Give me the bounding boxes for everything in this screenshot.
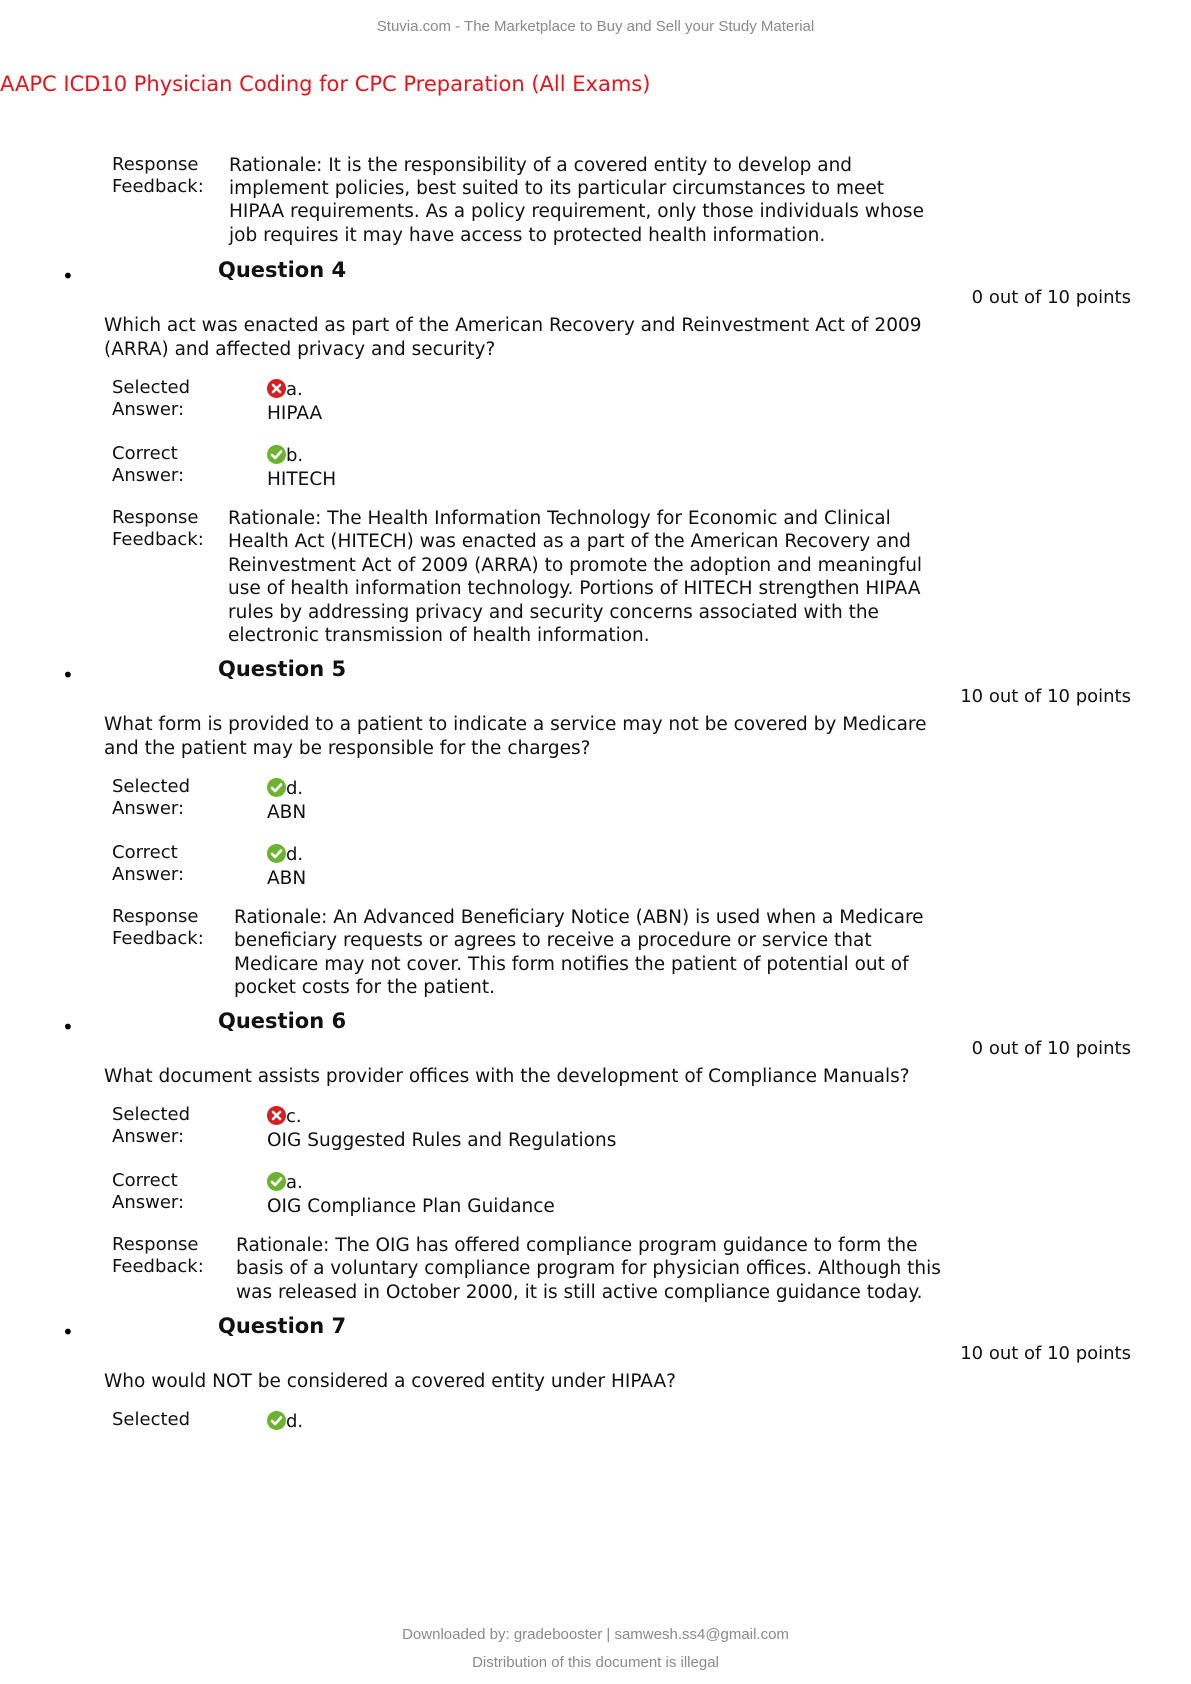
answer-label: Answer: <box>112 465 185 486</box>
question-points: 0 out of 10 points <box>971 287 1131 308</box>
question-points: 0 out of 10 points <box>971 1038 1131 1059</box>
option-letter: b. <box>286 445 304 466</box>
response-label: Response <box>112 154 199 175</box>
feedback-line: pocket costs for the patient. <box>234 977 495 998</box>
feedback-line: Reinvestment Act of 2009 (ARRA) to promote the adoption and meaningful <box>228 555 923 576</box>
download-notice: Downloaded by: gradebooster | samwesh.ss4@gmail.com <box>402 1626 789 1643</box>
question-points: 10 out of 10 points <box>960 1343 1131 1364</box>
question-title: Question 6 <box>218 1009 347 1033</box>
feedback-line: Medicare may not cover. This form notifies the patient of potential out of <box>234 954 909 975</box>
feedback-line: Rationale: The OIG has offered compliance program guidance to form the <box>236 1235 918 1256</box>
selected-answer-text: OIG Suggested Rules and Regulations <box>267 1130 617 1151</box>
answer-label: Answer: <box>112 798 185 819</box>
feedback-line: rules by addressing privacy and security concerns associated with the <box>228 602 879 623</box>
correct-answer-option <box>267 444 303 467</box>
question-title: Question 4 <box>218 258 347 282</box>
question-text-line: (ARRA) and affected privacy and security? <box>104 339 496 360</box>
bullet: • <box>62 264 74 288</box>
site-banner: Stuvia.com - The Marketplace to Buy and Sell your Study Material <box>376 18 815 35</box>
feedback-line: job requires it may have access to protected health information. <box>229 225 826 246</box>
selected-label: Selected <box>112 776 191 797</box>
bullet: • <box>62 663 74 687</box>
selected-answer-text: ABN <box>267 802 307 823</box>
feedback-line: Rationale: An Advanced Beneficiary Notice (ABN) is used when a Medicare <box>234 907 924 928</box>
response-label: Response <box>112 906 199 927</box>
response-label: Response <box>112 507 199 528</box>
correct-check-icon <box>267 1172 286 1191</box>
question-text-line: What document assists provider offices with the development of Compliance Manuals? <box>104 1066 910 1087</box>
question-text-line: Who would NOT be considered a covered entity under HIPAA? <box>104 1371 676 1392</box>
question-text-line: What form is provided to a patient to indicate a service may not be covered by Medicare <box>104 714 927 735</box>
document-title: AAPC ICD10 Physician Coding for CPC Preparation (All Exams) <box>0 72 651 96</box>
feedback-line: HIPAA requirements. As a policy requirement, only those individuals whose <box>229 201 924 222</box>
correct-check-icon <box>267 1411 286 1430</box>
correct-answer-text: ABN <box>267 868 307 889</box>
feedback-label: Feedback: <box>112 176 204 197</box>
correct-label: Correct <box>112 1170 178 1191</box>
feedback-label: Feedback: <box>112 1256 204 1277</box>
feedback-line: beneficiary requests or agrees to receive a procedure or service that <box>234 930 872 951</box>
option-letter: a. <box>286 379 303 400</box>
correct-answer-text: OIG Compliance Plan Guidance <box>267 1196 555 1217</box>
distribution-notice: Distribution of this document is illegal <box>472 1654 719 1671</box>
question-points: 10 out of 10 points <box>960 686 1131 707</box>
answer-label: Answer: <box>112 399 185 420</box>
selected-label: Selected <box>112 1104 191 1125</box>
correct-answer-option <box>267 1171 303 1194</box>
correct-check-icon <box>267 844 286 863</box>
correct-answer-text: HITECH <box>267 469 337 490</box>
correct-label: Correct <box>112 842 178 863</box>
correct-check-icon <box>267 445 286 464</box>
feedback-line: electronic transmission of health information. <box>228 625 650 646</box>
question-title: Question 7 <box>218 1314 347 1338</box>
feedback-line: Rationale: The Health Information Technology for Economic and Clinical <box>228 508 891 529</box>
answer-label: Answer: <box>112 1126 185 1147</box>
option-letter: d. <box>286 778 304 799</box>
feedback-line: basis of a voluntary compliance program for physician offices. Although this <box>236 1258 941 1279</box>
question-text-line: Which act was enacted as part of the American Recovery and Reinvestment Act of 2009 <box>104 315 922 336</box>
selected-answer-option <box>267 1410 303 1433</box>
incorrect-icon <box>267 1106 286 1125</box>
selected-answer-option <box>267 1105 302 1128</box>
selected-label: Selected <box>112 1409 191 1430</box>
bullet: • <box>62 1320 74 1344</box>
feedback-label: Feedback: <box>112 928 204 949</box>
option-letter: d. <box>286 1411 304 1432</box>
feedback-line: implement policies, best suited to its particular circumstances to meet <box>229 178 885 199</box>
selected-label: Selected <box>112 377 191 398</box>
feedback-label: Feedback: <box>112 529 204 550</box>
correct-answer-option <box>267 843 303 866</box>
feedback-line: was released in October 2000, it is still active compliance guidance today. <box>236 1282 923 1303</box>
feedback-line: Rationale: It is the responsibility of a covered entity to develop and <box>229 155 853 176</box>
answer-label: Answer: <box>112 1192 185 1213</box>
answer-label: Answer: <box>112 864 185 885</box>
option-letter: a. <box>286 1172 303 1193</box>
selected-answer-option <box>267 777 303 800</box>
correct-label: Correct <box>112 443 178 464</box>
selected-answer-option <box>267 378 303 401</box>
question-text-line: and the patient may be responsible for the charges? <box>104 738 591 759</box>
correct-check-icon <box>267 778 286 797</box>
bullet: • <box>62 1015 74 1039</box>
question-title: Question 5 <box>218 657 347 681</box>
feedback-line: use of health information technology. Portions of HITECH strengthen HIPAA <box>228 578 921 599</box>
feedback-line: Health Act (HITECH) was enacted as a part of the American Recovery and <box>228 531 911 552</box>
option-letter: d. <box>286 844 304 865</box>
option-letter: c. <box>286 1106 302 1127</box>
response-label: Response <box>112 1234 199 1255</box>
selected-answer-text: HIPAA <box>267 403 323 424</box>
incorrect-icon <box>267 379 286 398</box>
